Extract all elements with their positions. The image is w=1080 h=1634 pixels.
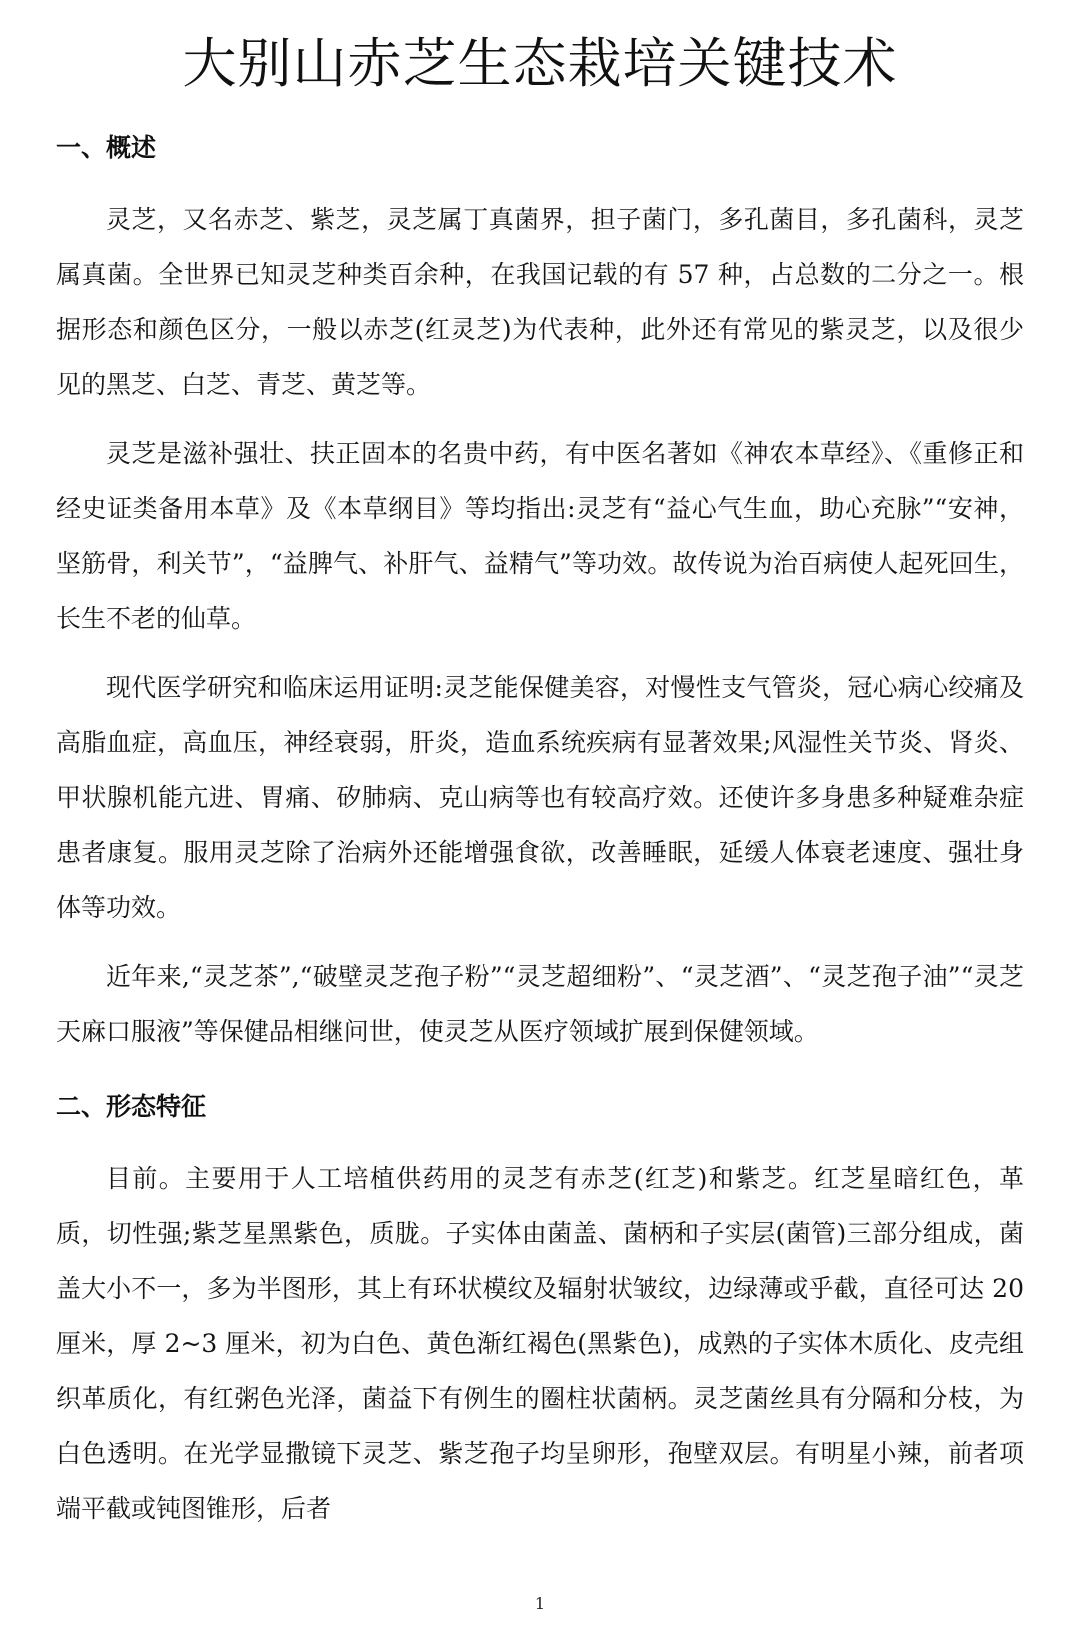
section-heading-morphology: 二、形态特征: [56, 1092, 207, 1121]
paragraph-overview-1: 灵芝，又名赤芝、紫芝，灵芝属丁真菌界，担子菌门，多孔菌目，多孔菌科，灵芝属真菌。全世界已知灵芝种类百余种，在我国记载的有 57 种，占总数的二分之一。根据形态和颜色区分，一般以赤芝(红灵芝)为代表种，此外还有常见的紫灵芝，以及很少见的黑芝、白芝、青芝、黄芝等。: [56, 205, 1024, 399]
document-title: 大别山赤芝生态栽培关键技术: [182, 32, 898, 95]
section-heading-overview: 一、概述: [56, 133, 157, 162]
paragraph-overview-4: 近年来,“灵芝茶”,“破壁灵芝孢子粉”“灵芝超细粉”、“灵芝酒”、“灵芝孢子油”“灵芝天麻口服液”等保健品相继问世，使灵芝从医疗领域扩展到保健领域。: [56, 962, 1024, 1046]
paragraph-morphology-1: 目前。主要用于人工培植供药用的灵芝有赤芝(红芝)和紫芝。红芝星暗红色，革质，切性强;紫芝星黑紫色，质胧。子实体由菌盖、菌柄和子实层(菌管)三部分组成，菌盖大小不一，多为半图形，其上有环状模纹及辐射状皱纹，边绿薄或乎截，直径可达 20 厘米，厚 2~3 厘米，初为白色、黄色渐红褐色(黑紫色)，成熟的子实体木质化、皮壳组织革质化，有红粥色光泽，菌益下有例生的圈柱状菌柄。灵芝菌丝具有分隔和分枝，为白色透明。在光学显撒镜下灵芝、紫芝孢子均呈卵形，孢壁双层。有明星小辣，前者项端平截或钝图锥形，后者: [56, 1164, 1024, 1523]
page-number: 1: [534, 1594, 546, 1613]
paragraph-overview-3: 现代医学研究和临床运用证明:灵芝能保健美容，对慢性支气管炎，冠心病心绞痛及高脂血症，高血压，神经衰弱，肝炎，造血系统疾病有显著效果;风湿性关节炎、肾炎、甲状腺机能亢进、胃痛、矽肺病、克山病等也有较高疗效。还使许多身患多种疑难杂症患者康复。服用灵芝除了治病外还能增强食欲，改善睡眠，延缓人体衰老速度、强壮身体等功效。: [56, 673, 1024, 922]
paragraph-overview-2: 灵芝是滋补强壮、扶正固本的名贵中药，有中医名著如《神农本草经》、《重修正和经史证类备用本草》及《本草纲目》等均指出:灵芝有“益心气生血，助心充脉”“安神，坚筋骨，利关节”，“益脾气、补肝气、益精气”等功效。故传说为治百病使人起死回生，长生不老的仙草。: [56, 439, 1024, 633]
